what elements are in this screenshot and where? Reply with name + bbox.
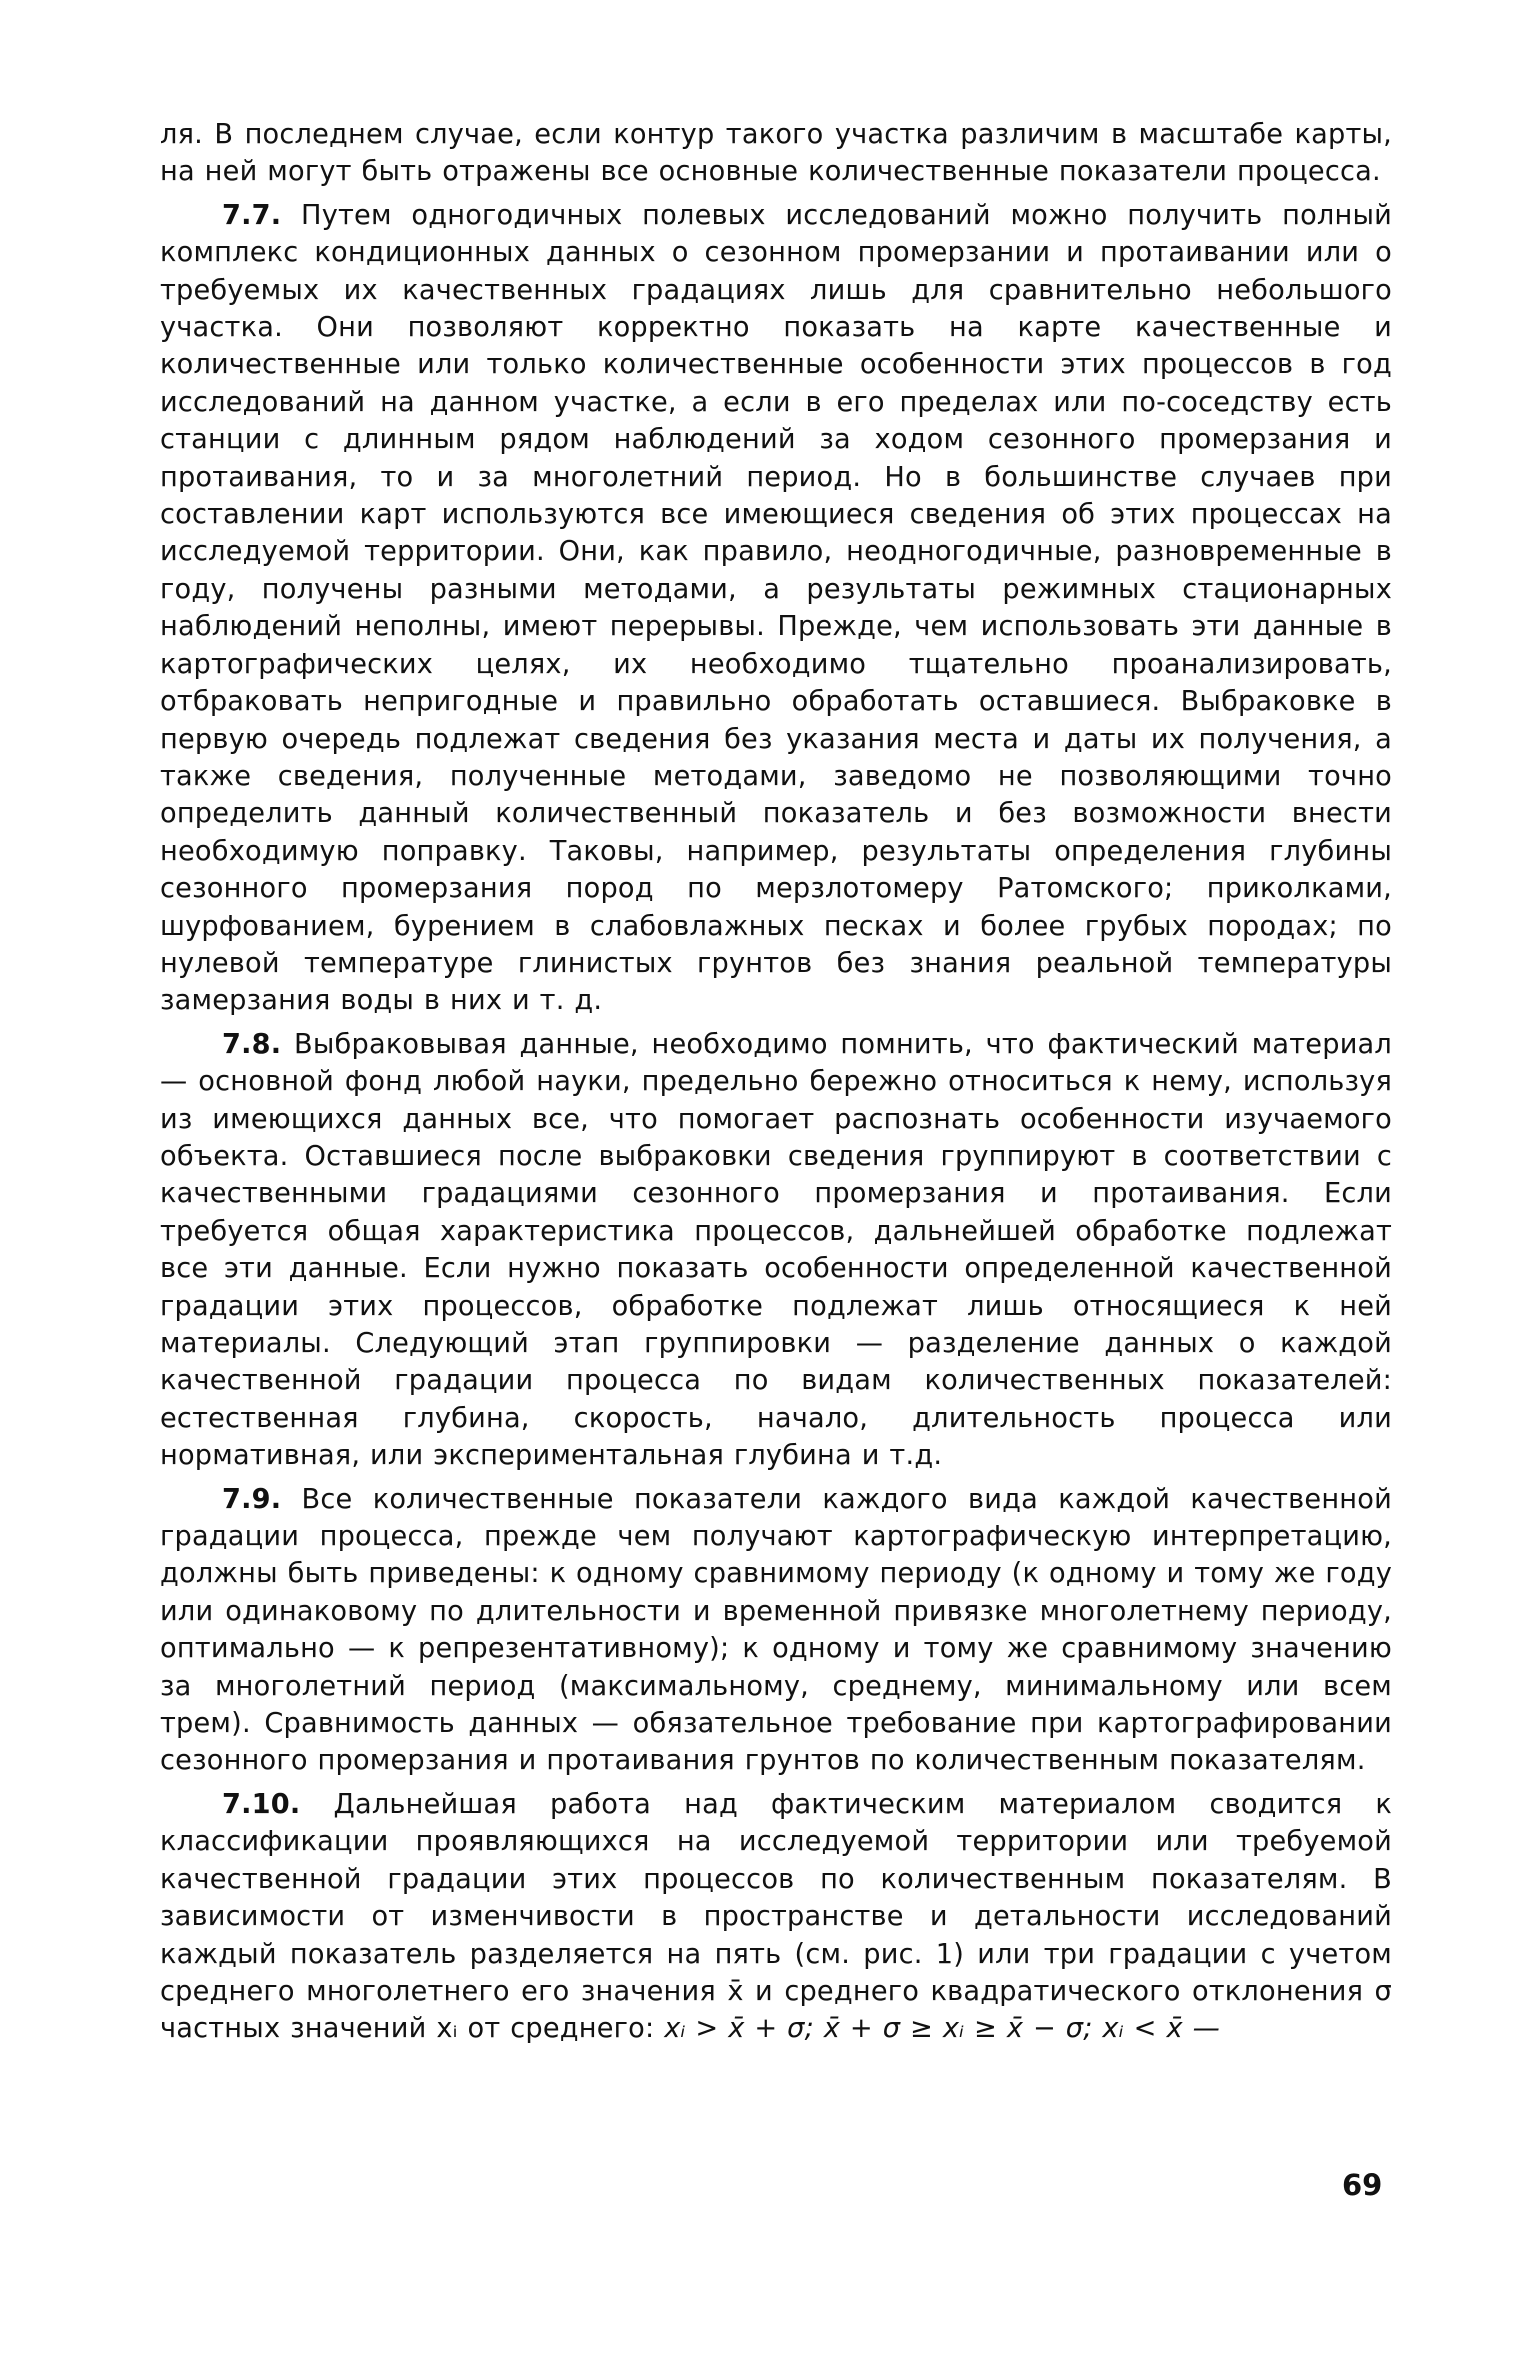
page-body	[160, 116, 1392, 2048]
paragraph-7-9	[160, 1481, 1392, 1780]
section-number: 7.7.	[222, 199, 282, 231]
paragraph-continuation	[160, 116, 1392, 191]
paragraph-text: Путем одногодичных полевых исследований можно получить полный комплекс кондиционных данных о сезонном промерзании и протаивании или о требуемых их качественных градациях лишь для сравнительно небольшого участка. Они позволяют корректно показать на карте качественные и количественные или только количественные особенности этих процессов в год исследований на данном участке, а если в его пределах или по-соседству есть станции с длинным рядом наблюдений за ходом сезонного промерзания и протаивания, то и за многолетний период. Но в большинстве случаев при составлении карт используются все имеющиеся сведения об этих процессах на исследуемой территории. Они, как правило, неодногодичные, разновременные в году, получены разными методами, а результаты режимных стационарных наблюдений неполны, имеют перерывы. Прежде, чем использовать эти данные в картографических целях, их необходимо тщательно проанализировать, отбраковать непригодные и правильно обработать оставшиеся. Выбраковке в первую очередь подлежат сведения без указания места и даты их получения, а также сведения, полученные методами, заведомо не позволяющими точно определить данный количественный показатель и без возможности внести необходимую поправку. Таковы, например, результаты определения глубины сезонного промерзания пород по мерзлотомеру Ратомского; приколками, шурфованием, бурением в слабовлажных песках и более грубых породах; по нулевой температуре глинистых грунтов без знания реальной температуры замерзания воды в них и т. д.	[160, 199, 1392, 1017]
paragraph-7-7	[160, 197, 1392, 1020]
section-number: 7.10.	[222, 1788, 301, 1820]
paragraph-text: Все количественные показатели каждого вида каждой качественной градации процесса, прежде чем получают картографическую интерпретацию, должны быть приведены: к одному сравнимому периоду (к одному и тому же году или одинаковому по длительности и временной привязке многолетнему периоду, оптимально — к репрезентативному); к одному и тому же сравнимому значению за многолетний период (максимальному, среднему, минимальному или всем трем). Сравнимость данных — обязательное требование при картографировании сезонного промерзания и протаивания грунтов по количественным показателям.	[160, 1483, 1392, 1777]
section-number: 7.9.	[222, 1483, 282, 1515]
paragraph-7-10	[160, 1786, 1392, 2048]
page-number: 69	[1342, 2168, 1383, 2202]
paragraph-7-8	[160, 1026, 1392, 1475]
section-number: 7.8.	[222, 1028, 282, 1060]
paragraph-text: Дальнейшая работа над фактическим материалом сводится к классификации проявляющихся на исследуемой территории или требуемой качественной градации этих процессов по количественным показателям. В зависимости от изменчивости в пространстве и детальности исследований каждый показатель разделяется на пять (см. рис. 1) или три градации с учетом среднего многолетнего его значения x̄ и среднего квадратического отклонения σ частных значений xᵢ от среднего:	[160, 1788, 1392, 2045]
paragraph-text: Выбраковывая данные, необходимо помнить, что фактический материал — основной фонд любой науки, предельно бережно относиться к нему, используя из имеющихся данных все, что помогает распознать особенности изучаемого объекта. Оставшиеся после выбраковки сведения группируют в соответствии с качественными градациями сезонного промерзания и протаивания. Если требуется общая характеристика процессов, дальнейшей обработке подлежат все эти данные. Если нужно показать особенности определенной качественной градации этих процессов, обработке подлежат лишь относящиеся к ней материалы. Следующий этап группировки — разделение данных о каждой качественной градации процесса по видам количественных показателей: естественная глубина, скорость, начало, длительность процесса или нормативная, или экспериментальная глубина и т.д.	[160, 1028, 1392, 1472]
formula: xᵢ > x̄ + σ; x̄ + σ ≥ xᵢ ≥ x̄ − σ; xᵢ < x̄ —	[664, 2013, 1220, 2045]
paragraph-text: ля. В последнем случае, если контур такого участка различим в масштабе карты, на ней могут быть отражены все основные количественные показатели процесса.	[160, 119, 1392, 188]
